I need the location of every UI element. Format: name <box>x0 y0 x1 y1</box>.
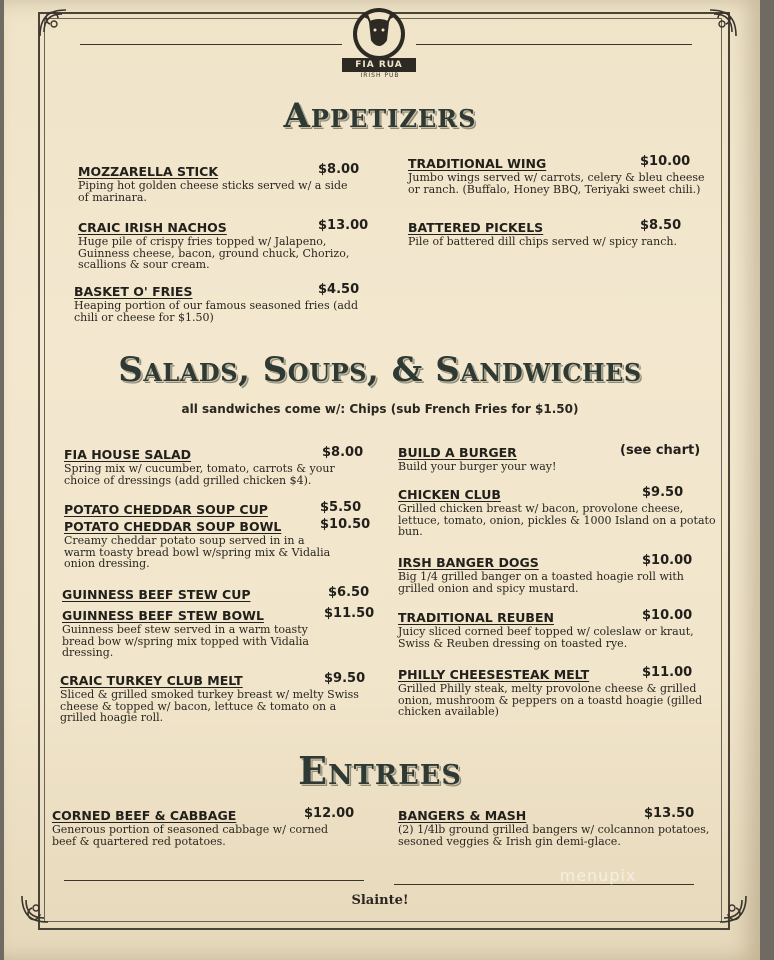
item-name: MOZZARELLA STICK <box>78 164 219 179</box>
item-name: TRADITIONAL REUBEN <box>398 610 554 625</box>
item-price: $11.50 <box>324 606 375 621</box>
item-price: (see chart) <box>620 443 701 458</box>
logo-subtitle: IRISH PUB <box>360 72 400 79</box>
item-description: Grilled chicken breast w/ bacon, provolone cheese, lettuce, tomato, onion, pickles & 1000 Island on a potato bun. <box>398 502 716 538</box>
item-name: POTATO CHEDDAR SOUP CUP <box>64 502 268 517</box>
item-price: $8.50 <box>640 218 682 233</box>
item-price: $9.50 <box>324 671 366 686</box>
item-description: Huge pile of crispy fries topped w/ Jalapeno, Guinness cheese, bacon, ground chuck, Chorizo, scallions & sour cream. <box>78 235 350 271</box>
item-description: Guinness beef stew served in a warm toasty bread bow w/spring mix topped with Vidalia dressing. <box>62 623 309 659</box>
corner-flourish-icon <box>704 880 750 926</box>
item-description: Pile of battered dill chips served w/ spicy ranch. <box>408 235 677 248</box>
item-description: Jumbo wings served w/ carrots, celery & bleu cheese or ranch. (Buffalo, Honey BBQ, Teriyaki sweet chili.) <box>408 171 705 196</box>
item-description: Sliced & grilled smoked turkey breast w/ melty Swiss cheese & topped w/ bacon, lettuce & tomato on a grilled hoagie roll. <box>60 688 359 724</box>
item-price: $9.50 <box>642 485 684 500</box>
corner-flourish-icon <box>18 880 64 926</box>
item-name: PHILLY CHEESESTEAK MELT <box>398 667 590 682</box>
salads-title: Salads, Soups, & Sandwiches <box>118 350 642 390</box>
item-description: (2) 1/4lb ground grilled bangers w/ colcannon potatoes, sesoned veggies & Irish gin demi-glace. <box>398 823 710 848</box>
closing-text: Slainte! <box>351 893 409 908</box>
item-name: BASKET O' FRIES <box>74 284 193 299</box>
entrees-title: Entrees <box>298 748 462 793</box>
corner-flourish-icon <box>694 6 740 52</box>
item-price: $11.00 <box>642 665 693 680</box>
item-name: TRADITIONAL WING <box>408 156 547 171</box>
item-name: CRAIC IRISH NACHOS <box>78 220 227 235</box>
item-description: Juicy sliced corned beef topped w/ coleslaw or kraut, Swiss & Reuben dressing on toasted rye. <box>398 625 694 650</box>
item-description: Big 1/4 grilled banger on a toasted hoagie roll with grilled onion and spicy mustard. <box>398 570 684 595</box>
item-price: $10.00 <box>642 608 693 623</box>
header-rule-right <box>416 44 692 45</box>
item-description: Heaping portion of our famous seasoned fries (add chili or cheese for $1.50) <box>74 299 359 324</box>
item-description: Grilled Philly steak, melty provolone cheese & grilled onion, mushroom & peppers on a toastd hoagie (gilled chicken available) <box>398 682 703 718</box>
appetizers-title: Appetizers <box>283 96 477 136</box>
item-name: BATTERED PICKELS <box>408 220 544 235</box>
item-price: $4.50 <box>318 282 360 297</box>
item-description: Generous portion of seasoned cabbage w/ corned beef & quartered red potatoes. <box>52 823 329 848</box>
item-name: POTATO CHEDDAR SOUP BOWL <box>64 519 282 534</box>
item-price: $10.50 <box>320 517 371 532</box>
watermark: menupix <box>559 866 637 885</box>
item-name: FIA HOUSE SALAD <box>64 447 192 462</box>
item-name: GUINNESS BEEF STEW BOWL <box>62 608 264 623</box>
item-description: Spring mix w/ cucumber, tomato, carrots & your choice of dressings (add grilled chicken $4). <box>64 462 335 487</box>
item-price: $12.00 <box>304 806 355 821</box>
item-name: CHICKEN CLUB <box>398 487 501 502</box>
item-price: $10.00 <box>640 154 691 169</box>
item-name: BANGERS & MASH <box>398 808 527 823</box>
item-price: $8.00 <box>322 445 364 460</box>
item-description: Piping hot golden cheese sticks served w/ a side of marinara. <box>78 179 348 204</box>
item-price: $8.00 <box>318 162 360 177</box>
item-name: GUINNESS BEEF STEW CUP <box>62 587 251 602</box>
item-price: $10.00 <box>642 553 693 568</box>
item-name: CORNED BEEF & CABBAGE <box>52 808 237 823</box>
item-description: Creamy cheddar potato soup served in in a warm toasty bread bowl w/spring mix & Vidalia onion dressing. <box>64 534 331 570</box>
footer-rule-left <box>64 880 364 881</box>
item-name: BUILD A BURGER <box>398 445 517 460</box>
item-price: $13.00 <box>318 218 369 233</box>
item-name: IRSH BANGER DOGS <box>398 555 539 570</box>
logo-wordmark: FIA RUA <box>342 58 416 72</box>
item-description: Build your burger your way! <box>398 460 557 473</box>
item-price: $6.50 <box>328 585 370 600</box>
item-price: $5.50 <box>320 500 362 515</box>
header-rule-left <box>80 44 342 45</box>
sandwich-note: all sandwiches come w/: Chips (sub French Fries for $1.50) <box>181 402 579 416</box>
item-price: $13.50 <box>644 806 695 821</box>
item-name: CRAIC TURKEY CLUB MELT <box>60 673 243 688</box>
corner-flourish-icon <box>36 6 82 52</box>
